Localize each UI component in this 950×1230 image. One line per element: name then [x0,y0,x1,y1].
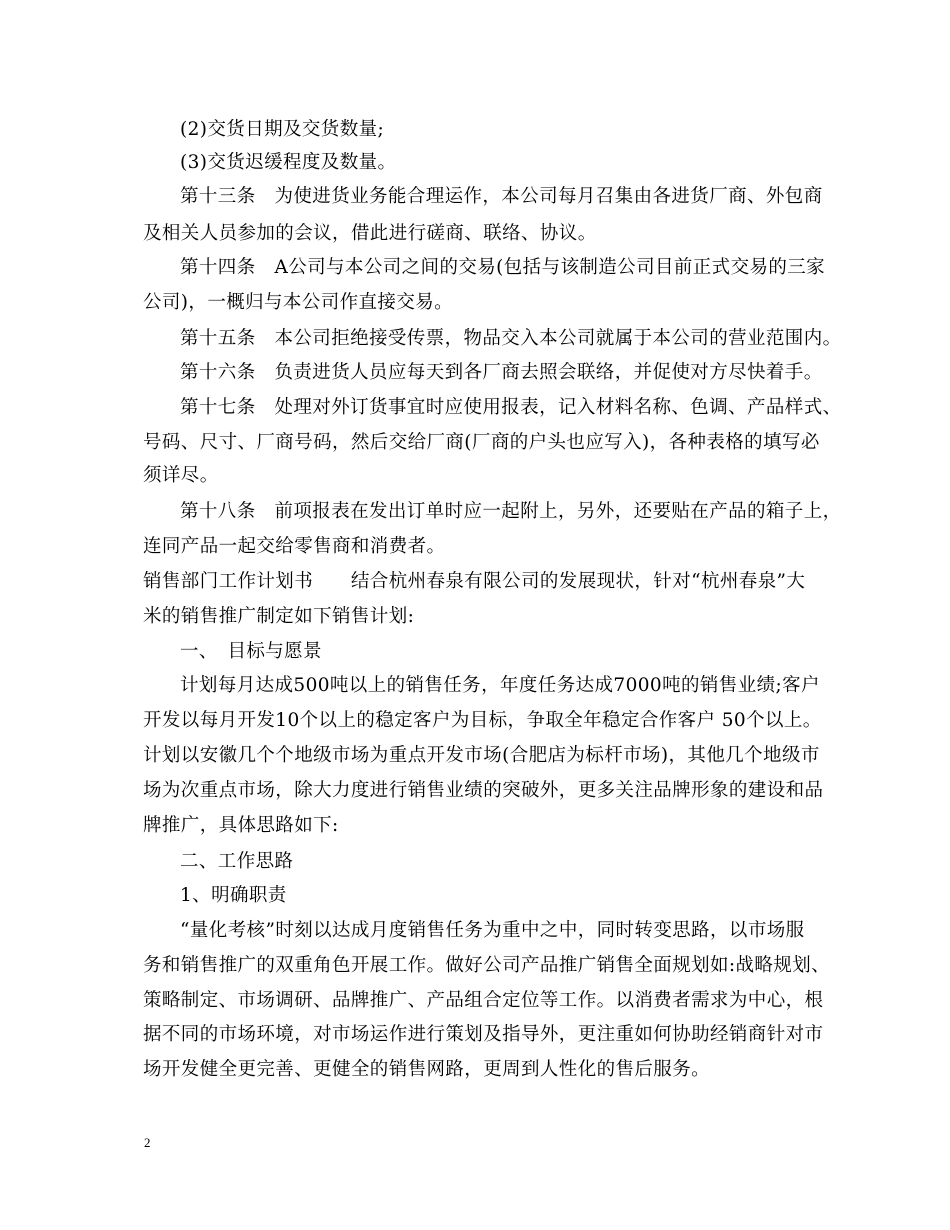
text-line: 第十六条 负责进货人员应每天到各厂商去照会联络，并促使对方尽快着手。 [180,362,823,383]
text-line: 牌推广，具体思路如下: [143,815,339,836]
text-line: 销售部门工作计划书 结合杭州春泉有限公司的发展现状，针对“杭州春泉”大 [143,571,806,592]
text-line: 场为次重点市场，除大力度进行销售业绩的突破外，更多关注品牌形象的建设和品 [143,780,824,801]
text-line: 据不同的市场环境，对市场运作进行策划及指导外，更注重如何协助经销商针对市 [143,1024,824,1045]
subsection-heading: 1、明确职责 [180,885,287,906]
text-line: 计划以安徽几个个地级市场为重点开发市场(合肥店为标杆市场)，其他几个地级市 [143,745,820,766]
text-line: (2)交货日期及交货数量; [180,119,385,140]
text-line: 米的销售推广制定如下销售计划: [143,606,415,627]
text-line: 第十四条 A公司与本公司之间的交易(包括与该制造公司目前正式交易的三家 [180,257,826,278]
text-line: 第十八条 前项报表在发出订单时应一起附上，另外，还要贴在产品的箱子上， [180,501,842,522]
text-line: 第十五条 本公司拒绝接受传票，物品交入本公司就属于本公司的营业范围内。 [180,328,842,349]
text-line: 第十七条 处理对外订货事宜时应使用报表，记入材料名称、色调、产品样式、 [180,397,842,418]
text-line: 号码、尺寸、厂商号码，然后交给厂商(厂商的户头也应写入)，各种表格的填写必 [143,432,820,453]
text-line: 第十三条 为使进货业务能合理运作，本公司每月召集由各进货厂商、外包商 [180,186,823,207]
text-line: 及相关人员参加的会议，借此进行磋商、联络、协议。 [143,223,597,244]
section-heading: 二、工作思路 [180,851,294,872]
text-line: (3)交货迟缓程度及数量。 [180,152,397,173]
section-heading: 一、 目标与愿景 [180,641,322,662]
text-line: 策略制定、市场调研、品牌推广、产品组合定位等工作。以消费者需求为中心，根 [143,990,824,1011]
text-line: 连同产品一起交给零售商和消费者。 [143,536,446,557]
text-line: 务和销售推广的双重角色开展工作。做好公司产品推广销售全面规划如:战略规划、 [143,955,831,976]
text-line: 公司)，一概归与本公司作直接交易。 [143,292,454,313]
text-line: 须详尽。 [143,465,219,486]
text-line: 开发以每月开发10个以上的稳定客户为目标，争取全年稳定合作客户 50个以上。 [143,710,822,731]
text-line: “量化考核”时刻以达成月度销售任务为重中之中，同时转变思路，以市场服 [180,920,805,941]
page-number: 2 [144,1135,151,1150]
text-line: 计划每月达成500吨以上的销售任务，年度任务达成7000吨的销售业绩;客户 [180,675,820,696]
text-line: 场开发健全更完善、更健全的销售网路，更周到人性化的售后服务。 [143,1059,711,1080]
